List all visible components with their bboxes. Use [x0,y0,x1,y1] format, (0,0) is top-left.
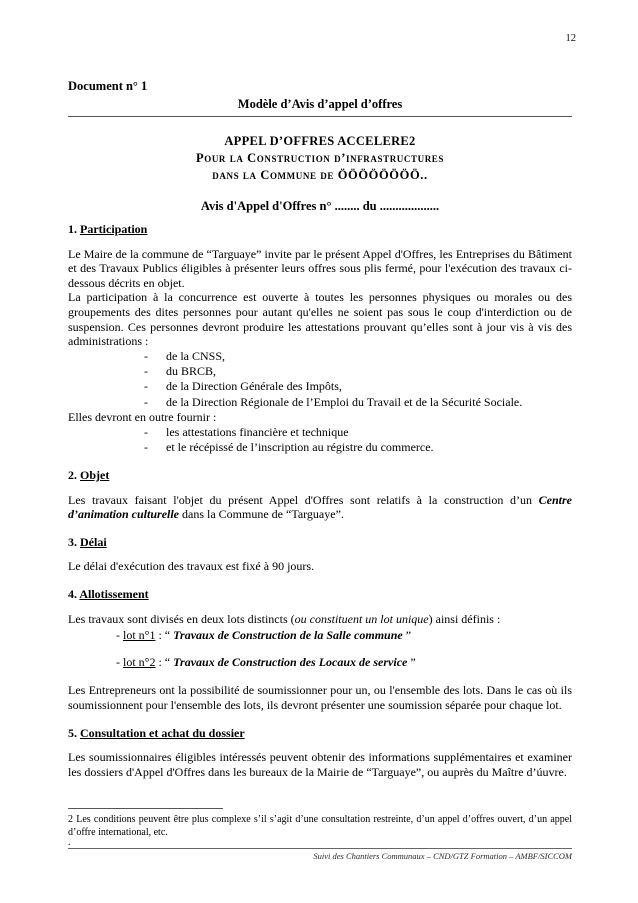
lot-2-close: ” [407,654,416,669]
lot-line-1: - lot n°1 : “ Travaux de Construction de la Salle commune ” [116,628,412,643]
section-heading-4 [68,587,572,603]
list-item [144,349,572,364]
title-line-2: Pour la Construction d’infrastructures [195,150,445,165]
list-item-label: de la Direction Régionale de l’Emploi du Travail et de la Sécurité Sociale. [166,394,523,409]
dash-bullet-icon: - [144,364,148,379]
list-item [144,440,572,455]
document-label: Document n° 1 [68,79,148,93]
dash-bullet-icon: - [144,439,148,454]
lot-2-label: lot n°2 [123,654,156,669]
administrations-list [68,349,572,410]
section-5-title: Consultation et achat du dossier [80,725,245,740]
lot-1-label: lot n°1 [123,628,156,643]
section-3-paragraph-1: Le délai d'exécution des travaux est fixé à 90 jours. [68,559,315,574]
list-item [144,364,572,379]
list-item-label: du BRCB, [166,364,217,379]
lot-1-title: Travaux de Construction de la Salle commune [173,628,403,643]
section-4-title: Allotissement [79,587,149,602]
title-line-3: dans la Commune de ÖÖÖÖÖÖÖÖ.. [212,167,428,182]
dash-bullet-icon: - [144,348,148,363]
footnote-divider [68,808,223,809]
footnote-text: 2 Les conditions peuvent être plus complexe s’il s’agit d’une consultation restreinte, d’un appel d’offres ouvert, d’un appel d’offre international, etc. [68,814,572,839]
title-block [68,133,572,215]
header-divider [68,116,572,117]
section-2-text-after: dans la Commune de “Targuaye”. [179,507,344,522]
section-1-paragraph-1: Le Maire de la commune de “Targuaye” invite par le présent Appel d'Offres, les Entreprises du Bâtiment et des Travaux Publics éligibles à présenter leurs offres sous plis fermé, pour l'exécution des travaux ci-dessous décrits en objet. [68,246,572,290]
page-footer [68,848,572,862]
section-heading-3 [68,535,572,551]
page-number: 12 [565,33,576,44]
section-5-number: 5. [68,725,77,740]
list-item-label: les attestations financière et technique [166,424,349,439]
stray-dot-marker: . [68,837,71,848]
section-2-emphasis: Centre d’animation culturelle [68,492,572,522]
list-item [144,425,572,440]
section-5-paragraph-1: Les soumissionnaires éligibles intéressés peuvent obtenir des informations supplémentaires et examiner les dossiers d'Appel d'Offres dans les bureaux de la Mairie de “Targuaye”, ou auprès du Maître d’úuvre. [68,750,572,779]
footer-text: Suivi des Chantiers Communaux – CND/GTZ Formation – AMBF/SICCOM [313,851,572,861]
section-4-number: 4. [68,587,77,602]
title-line-1: APPEL D’OFFRES ACCELERE2 [224,134,416,148]
section-2-title: Objet [80,468,110,482]
list-item-label: et le récépissé de l’inscription au régistre du commerce. [166,439,434,454]
list-item-label: de la CNSS, [166,348,226,363]
lot-2-title: Travaux de Construction des Locaux de service [173,654,408,669]
section-2-paragraph-1 [68,493,572,522]
section-4-paragraph-1 [68,612,572,627]
lot-1-close: ” [402,628,412,643]
dash-bullet-icon: - [144,379,148,394]
section-1-paragraph-3: Elles devront en outre fournir : [68,409,217,424]
footer-divider [68,848,572,849]
section-4-text-before: Les travaux sont divisés en deux lots distincts ( [68,611,295,626]
section-heading-5 [68,726,572,742]
section-2-number: 2. [68,468,77,482]
lot-line-2: - lot n°2 : “ Travaux de Construction des Locaux de service ” [116,654,416,669]
list-item [144,395,572,410]
section-1-number: 1. [68,222,77,236]
section-3-title: Délai [80,534,107,549]
dash-bullet-icon: - [144,394,148,409]
section-3-number: 3. [68,534,77,549]
footnote-area [68,808,572,839]
lot-2-separator: : “ [155,654,174,669]
section-heading-1 [68,222,572,238]
title-line-4: Avis d'Appel d'Offres n° ........ du ................... [200,198,440,213]
document-body [68,222,572,780]
documents-list [68,425,572,455]
lot-1-separator: : “ [155,628,174,643]
document-header [68,79,572,117]
list-item [144,379,572,394]
document-subtitle: Modèle d’Avis d’appel d’offres [237,96,403,111]
section-1-paragraph-2: La participation à la concurrence est ouverte à toutes les personnes physiques ou morales ou des groupements des dites personnes pour autant qu'elles ne soient pas sous le coup d'interdiction ou de suspension. Ces personnes devront produire les attestations prouvant qu’elles sont à jour vis à vis des administrations : [68,290,572,349]
section-4-italic-note: ou constituent un lot unique [294,611,429,626]
section-2-text-before: Les travaux faisant l'objet du présent Appel d'Offres sont relatifs à la construction d’un [68,492,539,507]
section-1-title: Participation [80,222,148,236]
section-heading-2 [68,468,572,484]
section-4-text-after: ) ainsi définis : [428,611,501,626]
dash-bullet-icon: - [144,424,148,439]
list-item-label: de la Direction Générale des Impôts, [166,379,342,394]
section-4-paragraph-2: Les Entrepreneurs ont la possibilité de soumissionner pour un, ou l'ensemble des lots. Dans le cas où ils soumissionnent pour l'ensemble des lots, ils devront présenter une soumission séparée pour chaque lot. [68,683,572,713]
